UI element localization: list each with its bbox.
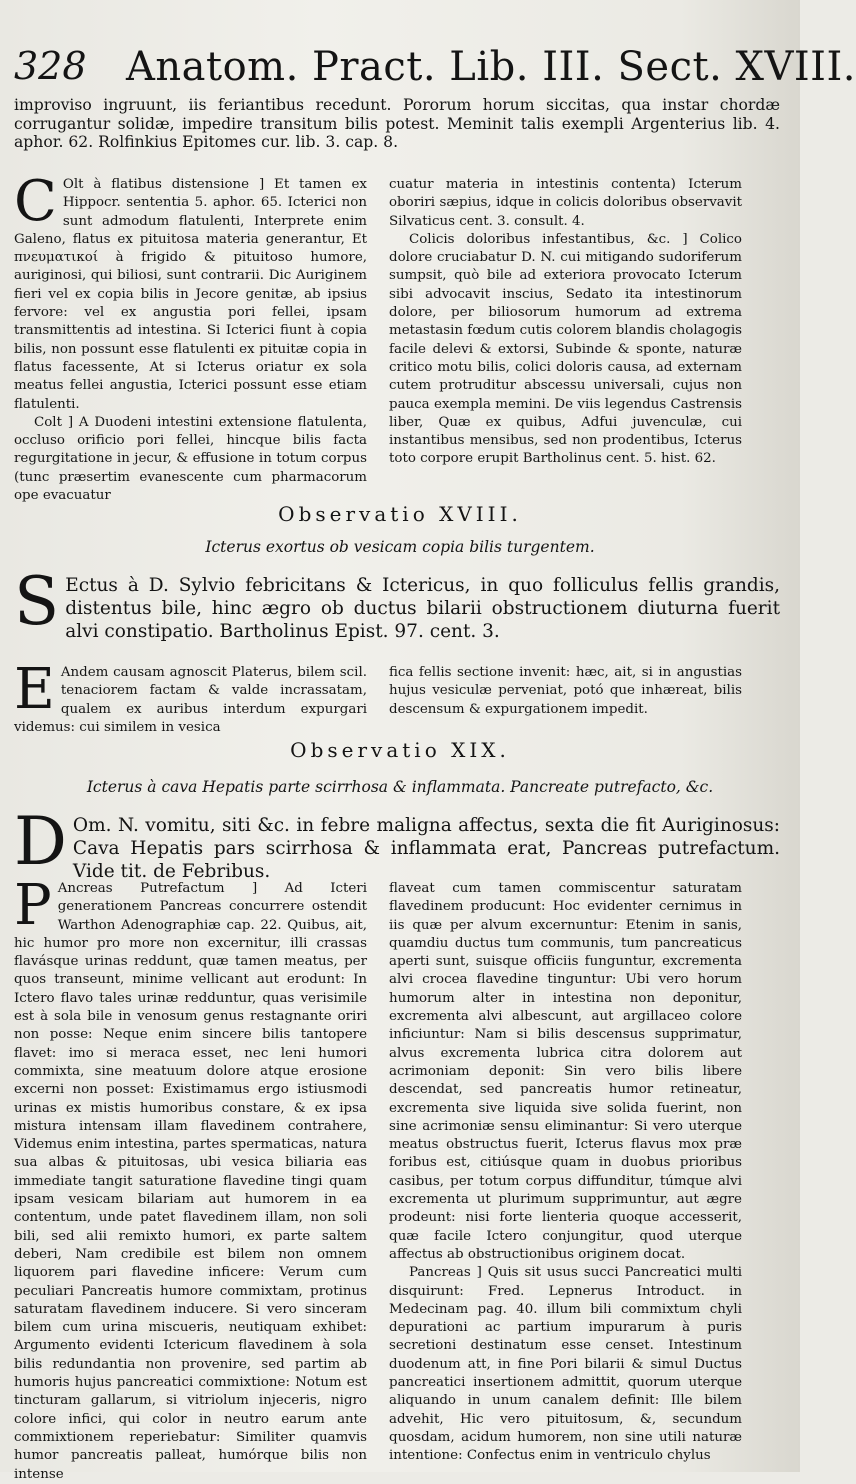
section-colt (14, 169, 780, 505)
right-column (389, 176, 742, 505)
right-column-2 (389, 664, 742, 737)
colt-paragraph-4: Colicis doloribus infestantibus, &c. ] Colico dolore cruciabatur D. N. cui mitigando sudoriferum sumpsit, quò bile ad exteriora provocato Icterum sibi advocavit inscius, Sedato ita intestinorum dolore, per biliosorum humorum ad extrema metastasin fœdum cutis colorem blandis cholagogis facile delevi & extorsi, Subinde & sponte, naturæ critico motu bilis, colici doloris causa, ad externam cutem protruditur abscessu universali, cujus non pauca exempla memini. De viis legendus Castrensis liber, Quæ ex quibus, Adfui juvenculæ, cui instantibus mensibus, sed non prodentibus, Icterus toto corpore erupit Bartholinus cent. 5. hist. 62. (389, 231, 742, 467)
left-column-2 (14, 657, 367, 737)
platerus-left: Andem causam agnoscit Platerus, bilem scil. tenaciorem factam & valde incrassatam, qualem ex auribus interdum expurgari videmus: cui similem in vesica (14, 665, 367, 735)
obs19-text: Om. N. vomitu, siti &c. in febre maligna affectus, sexta die fit Auriginosus: Cava Hepatis pars scirrhosa & inflammata erat, Pancreas putrefactum. Vide tit. de Febribus. (72, 815, 780, 882)
obs19-subtitle: Icterus à cava Hepatis parte scirrhosa & inflammata. Pancreate putrefacto, &c. (86, 778, 714, 796)
left-column-3 (14, 873, 367, 1484)
obs18-body (14, 563, 780, 643)
dropcap-e: E (14, 657, 55, 722)
pancreas-right-2: Pancreas ] Quis sit usus succi Pancreatici multi disquirunt: Fred. Lepnerus Introduct. in Medecinam pag. 40. illum bili commixtum chyli depurationi ac partium impurarum à puris secretioni destinatum esse censet. Intestinum duodenum att, in fine Pori bilarii & simul Ductus pancreatici insertionem admittit, quorum uterque aliquando in unum canalem definit: Ille bilem advehit, Hic vero pituitosum, &, secundum quosdam, acidum humorem, non sine utili naturæ intentione: Confectus enim in ventriculo chylus (389, 1265, 742, 1464)
obs18-text: Ectus à D. Sylvio febricitans & Ictericus, in quo folliculus fellis grandis, distentus bile, hinc ægro ob ductus bilarii obstructionem diuturna fuerit alvi constipatio. Bartholinus Epist. 97. cent. 3. (65, 575, 780, 642)
dropcap-s: S (14, 563, 60, 640)
pancreas-left: Ancreas Putrefactum ] Ad Icteri generationem Pancreas concurrere ostendit Warthon Adenographiæ cap. 22. Quibus, ait, hic humor pro more non excernitur, illi crassas flavásque urinas reddunt, quæ tamen meatus, per quos transeunt, minime vellicant aut erodunt: In Ictero flavo tales urinæ redduntur, quas verisimile est à sola bile in venosum genus restagnante oriri non posse: Neque enim sincere bilis tantopere flavet: imo si meraca esset, nec leni humori commixta, sine meatuum dolore atque erosione excerni non posset: Existimamus ergo istiusmodi urinas ex mistis humoribus constare, & ex ipsa mistura intensam illam flavedinem contrahere, Videmus enim intestina, partes spermaticas, natura sua albas & pituitosas, ubi vesica biliaria eas immediate tangit saturatione flavedine tingi quam ipsam vesicam bilariam aut humorem in ea contentum, unde patet flavedinem illam, non soli bili, sed alii remixto humori, ex parte saltem deberi, Nam credibile est bilem non omnem liquorem pari flavedine inficere: Verum cum peculiari Pancreatis humore commixtam, protinus saturatam flavedinem inducere. Si vero sinceram bilem cum urina miscueris, neutiquam exhibet: Argumento evidenti Ictericum flavedinem à sola bilis redundantia non provenire, sed partim ab humoris hujus pancreatici commixtione: Notum est tincturam gallarum, si vitriolum injeceris, nigro colore infici, qui color in neutro earum ante commixtionem reperiebatur: Similiter quamvis humor pancreatis palleat, humórque bilis non intense (14, 881, 367, 1482)
obs19-body (14, 803, 780, 883)
colt-paragraph-2: Colt ] A Duodeni intestini extensione flatulenta, occluso orificio pori fellei, hincque bilis facta regurgitatione in jecur, & effusione in totum corpus (tunc præsertim evanescente cum pharmacorum ope evacuatur (14, 414, 367, 504)
running-head: Anatom. Pract. Lib. III. Sect. XVIII. (126, 44, 856, 90)
obs19-title: Observatio XIX. (290, 738, 510, 762)
obs18-platerus (14, 657, 780, 737)
page-header (14, 44, 856, 94)
dropcap-d: D (14, 803, 67, 880)
obs18-title: Observatio XVIII. (278, 502, 522, 526)
page-number: 328 (14, 44, 87, 88)
top-paragraph: improviso ingruunt, iis feriantibus recedunt. Pororum horum siccitas, qua instar chordæ corrugantur solidæ, impedire transitum bilis potest. Meminit talis exempli Argenterius lib. 4. aphor. 62. Rolfinkius Epitomes cur. lib. 3. cap. 8. (14, 96, 780, 152)
dropcap-c: C (14, 169, 57, 234)
pancreas-right-1: flaveat cum tamen commiscentur saturatam flavedinem producunt: Hoc evidenter cernimus in iis quæ per alvum excernuntur: Etenim in sanis, quamdiu ductus tum communis, tum pancreaticus aperti sunt, suisque officiis funguntur, excrementa alvi crocea flavedine tinguntur: Ubi vero horum humorum alter in intestina non deponitur, excrementa alvi albescunt, aut argillaceo colore inficiuntur: Nam si bilis descensus supprimatur, alvus excrementa lubrica citra dolorem aut acrimoniam deponit: Sin vero bilis libere descendat, sed pancreatis humor retineatur, excrementa sive liquida sive solida fuerint, non sine acrimoniæ sensu eliminantur: Si vero uterque meatus obstructus fuerit, Icterus flavus mox præ foribus est, citiúsque quam in duobus prioribus casibus, per totum corpus diffunditur, túmque alvi excrementa ut plurimum supprimuntur, aut ægre prodeunt: nisi forte lienteria quoque accesserit, quæ facile Ictero conjungitur, quod uterque affectus ab obstructionibus originem docat. (389, 881, 742, 1262)
obs19-pancreas (14, 873, 780, 1484)
colt-paragraph-1: Olt à flatibus distensione ] Et tamen ex Hippocr. sententia 5. aphor. 65. Icterici non sunt admodum flatulenti, Interprete enim Galeno, flatus ex pituitosa materia generantur, Et πνευματικοί à frigido & pituitoso humore, auriginosi, qui biliosi, sunt contrarii. Dic Auriginem fieri vel ex copia bilis in Jecore genitæ, ab ipsius fervore: vel ex angustia pori fellei, ipsam transmittentis ad intestina. Si Icterici fiunt à copia bilis, non possunt esse flatulenti ex pituitæ copia in flatus facessente, At si Icterus oriatur ex sola meatus fellei angustia, Icterici possunt esse etiam flatulenti. (14, 177, 367, 412)
right-column-3 (389, 880, 742, 1484)
dropcap-p: P (14, 873, 52, 938)
obs18-subtitle: Icterus exortus ob vesicam copia bilis turgentem. (205, 538, 595, 556)
colt-paragraph-3: cuatur materia in intestinis contenta) Icterum oboriri sæpius, idque in colicis doloribus observavit Silvaticus cent. 3. consult. 4. (389, 177, 742, 229)
platerus-right: fica fellis sectione invenit: hæc, ait, si in angustias hujus vesiculæ perveniat, potó que inhæreat, bilis descensum & expurgationem impedit. (389, 665, 742, 717)
left-column (14, 169, 367, 505)
